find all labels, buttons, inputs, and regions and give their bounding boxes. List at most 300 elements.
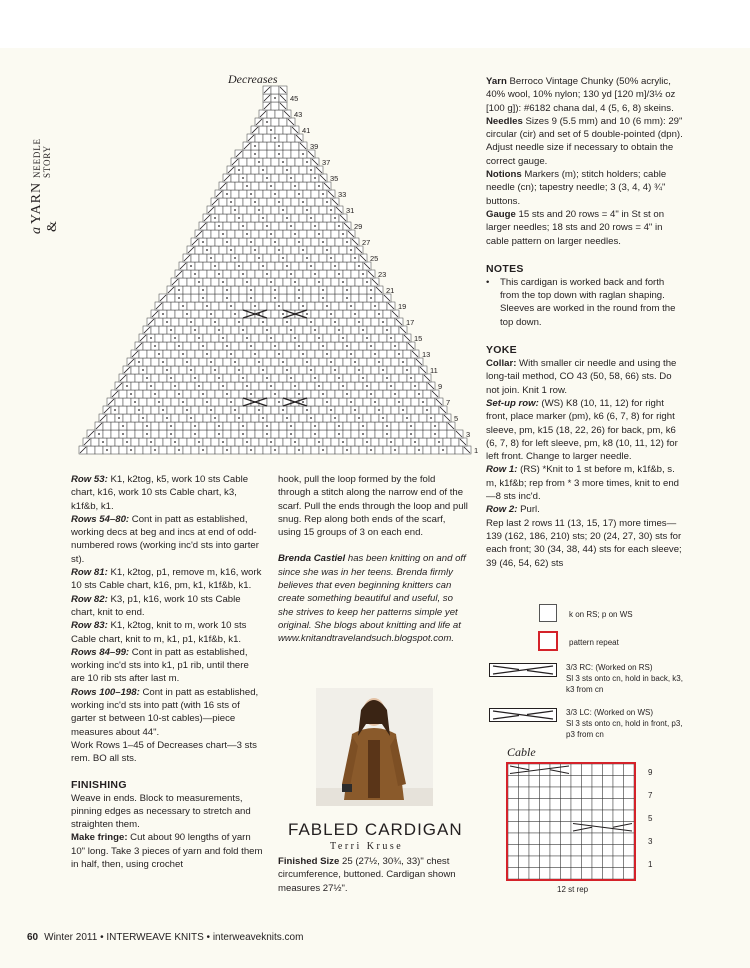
purl-dot xyxy=(170,425,172,427)
purl-dot xyxy=(374,305,376,307)
cable-cell xyxy=(529,822,540,834)
chart-cell xyxy=(291,166,299,174)
chart-cell xyxy=(255,190,263,198)
purl-dot xyxy=(266,121,268,123)
chart-cell xyxy=(315,214,323,222)
purl-dot xyxy=(150,337,152,339)
chart-cell xyxy=(275,318,283,326)
purl-dot xyxy=(398,353,400,355)
chart-cell xyxy=(143,342,151,350)
purl-dot xyxy=(218,433,220,435)
purl-dot xyxy=(266,177,268,179)
row-number: 25 xyxy=(370,254,379,263)
purl-dot xyxy=(322,193,324,195)
chart-cell xyxy=(271,310,279,318)
purl-dot xyxy=(390,385,392,387)
purl-dot xyxy=(182,401,184,403)
make-fringe: Make fringe: Cut about 90 lengths of yarn 10" long. Take 3 pieces of yarn and fold them in half, then, using crochet xyxy=(71,832,263,871)
chart-cell xyxy=(311,238,319,246)
chart-cell xyxy=(215,406,223,414)
chart-cell xyxy=(307,182,315,190)
chart-cell xyxy=(147,414,155,422)
purl-dot xyxy=(218,377,220,379)
purl-dot xyxy=(350,353,352,355)
purl-dot xyxy=(414,441,416,443)
row-number: 17 xyxy=(406,318,415,327)
purl-dot xyxy=(322,289,324,291)
chart-cell xyxy=(207,222,215,230)
chart-cell xyxy=(299,182,307,190)
purl-dot xyxy=(210,257,212,259)
chart-cell xyxy=(259,142,267,150)
cable-cell xyxy=(561,810,572,822)
chart-cell xyxy=(191,446,199,454)
chart-cell xyxy=(359,446,367,454)
chart-cell xyxy=(335,294,343,302)
chart-cell xyxy=(299,262,307,270)
chart-cell xyxy=(335,406,343,414)
purl-dot xyxy=(254,249,256,251)
chart-cell xyxy=(355,278,363,286)
purl-dot xyxy=(102,441,104,443)
chart-cell xyxy=(203,382,211,390)
cable-cell xyxy=(550,799,561,811)
cable-cell xyxy=(561,776,572,788)
chart-cell xyxy=(327,294,335,302)
purl-dot xyxy=(222,281,224,283)
purl-dot xyxy=(178,289,180,291)
purl-dot xyxy=(286,321,288,323)
chart-row xyxy=(115,382,435,390)
chart-cell xyxy=(335,310,343,318)
purl-dot xyxy=(230,305,232,307)
chart-cell xyxy=(267,414,275,422)
purl-dot xyxy=(326,353,328,355)
purl-dot xyxy=(294,441,296,443)
chart-cell xyxy=(243,150,251,158)
cable-cell xyxy=(571,787,582,799)
chart-cell xyxy=(343,270,351,278)
chart-cell xyxy=(367,326,375,334)
chart-cell xyxy=(159,326,167,334)
chart-cell xyxy=(351,422,359,430)
cable-cell xyxy=(603,799,614,811)
cable-cell xyxy=(624,868,635,880)
purl-dot xyxy=(298,297,300,299)
chart-cell xyxy=(239,238,247,246)
chart-cell xyxy=(347,334,355,342)
logo-a: a xyxy=(29,227,44,234)
chart-cell xyxy=(247,374,255,382)
purl-dot xyxy=(302,201,304,203)
cable-cell xyxy=(592,776,603,788)
purl-dot xyxy=(318,385,320,387)
purl-dot xyxy=(106,449,108,451)
purl-dot xyxy=(262,265,264,267)
chart-cell xyxy=(171,302,179,310)
chart-cell xyxy=(235,350,243,358)
chart-cell xyxy=(307,230,315,238)
chart-cell xyxy=(255,286,263,294)
chart-cell xyxy=(135,374,143,382)
chart-cell xyxy=(275,366,283,374)
purl-dot xyxy=(214,321,216,323)
purl-dot xyxy=(118,417,120,419)
purl-dot xyxy=(442,449,444,451)
chart-cell xyxy=(327,342,335,350)
purl-dot xyxy=(346,241,348,243)
chart-cell xyxy=(371,318,379,326)
chart-row xyxy=(259,110,291,118)
purl-dot xyxy=(238,169,240,171)
chart-cell xyxy=(259,382,267,390)
purl-dot xyxy=(190,369,192,371)
chart-cell xyxy=(283,302,291,310)
purl-dot xyxy=(250,345,252,347)
chart-cell xyxy=(323,318,331,326)
chart-cell xyxy=(339,366,347,374)
chart-cell xyxy=(287,406,295,414)
purl-dot xyxy=(278,401,280,403)
purl-dot xyxy=(266,425,268,427)
chart-cell xyxy=(267,214,275,222)
chart-cell xyxy=(243,414,251,422)
chart-cell xyxy=(191,286,199,294)
purl-dot xyxy=(366,281,368,283)
chart-cell xyxy=(199,374,207,382)
chart-cell xyxy=(199,422,207,430)
chart-cell xyxy=(215,294,223,302)
cable-cell xyxy=(519,845,530,857)
chart-cell xyxy=(375,374,383,382)
purl-dot xyxy=(346,449,348,451)
purl-dot xyxy=(126,441,128,443)
yarn-needle-story-logo xyxy=(14,96,60,236)
purl-dot xyxy=(214,369,216,371)
purl-dot xyxy=(242,225,244,227)
chart-cell xyxy=(259,230,267,238)
purl-dot xyxy=(222,385,224,387)
purl-dot xyxy=(322,393,324,395)
purl-dot xyxy=(322,241,324,243)
purl-dot xyxy=(214,417,216,419)
purl-dot xyxy=(194,425,196,427)
chart-cell xyxy=(303,430,311,438)
purl-dot xyxy=(238,417,240,419)
chart-cell xyxy=(223,254,231,262)
chart-cell xyxy=(163,382,171,390)
chart-cell xyxy=(359,358,367,366)
chart-cell xyxy=(243,366,251,374)
chart-cell xyxy=(231,422,239,430)
cable-cell xyxy=(582,833,593,845)
chart-cell xyxy=(383,342,391,350)
chart-cell xyxy=(123,414,131,422)
chart-cell xyxy=(239,158,247,166)
chart-cell xyxy=(259,334,267,342)
chart-cell xyxy=(287,190,295,198)
purl-dot xyxy=(318,441,320,443)
chart-cell xyxy=(375,390,383,398)
chart-cell xyxy=(279,294,287,302)
chart-cell xyxy=(251,166,259,174)
chart-cell xyxy=(323,334,331,342)
chart-cell xyxy=(295,358,303,366)
purl-dot xyxy=(386,433,388,435)
chart-cell xyxy=(231,222,239,230)
purl-dot xyxy=(358,417,360,419)
purl-dot xyxy=(254,201,256,203)
chart-cell xyxy=(331,278,339,286)
chart-cell xyxy=(395,438,403,446)
row-number: 41 xyxy=(302,126,311,135)
purl-dot xyxy=(378,361,380,363)
chart-cell xyxy=(275,110,283,118)
chart-cell xyxy=(239,206,247,214)
cable-cell xyxy=(582,845,593,857)
chart-cell xyxy=(327,422,335,430)
purl-dot xyxy=(278,145,280,147)
chart-cell xyxy=(115,398,123,406)
cable-cell xyxy=(592,833,603,845)
chart-cell xyxy=(191,406,199,414)
chart-cell xyxy=(207,390,215,398)
chart-cell xyxy=(103,430,111,438)
chart-cell xyxy=(127,430,135,438)
chart-cell xyxy=(271,326,279,334)
purl-dot xyxy=(218,225,220,227)
chart-cell xyxy=(215,286,223,294)
chart-cell xyxy=(207,294,215,302)
cable-cell xyxy=(550,776,561,788)
cable-chart-title: Cable xyxy=(507,745,536,759)
purl-dot xyxy=(378,409,380,411)
chart-cell xyxy=(195,414,203,422)
purl-dot xyxy=(154,449,156,451)
chart-cell xyxy=(167,406,175,414)
chart-cell xyxy=(299,230,307,238)
chart-row xyxy=(251,126,299,134)
chart-cell xyxy=(391,326,399,334)
chart-cell xyxy=(427,398,435,406)
purl-dot xyxy=(358,369,360,371)
chart-cell xyxy=(111,430,119,438)
chart-cell xyxy=(247,222,255,230)
purl-dot xyxy=(186,409,188,411)
chart-cell xyxy=(223,326,231,334)
purl-dot xyxy=(162,409,164,411)
chart-row xyxy=(123,366,427,374)
chart-cell xyxy=(219,214,227,222)
chart-cell xyxy=(223,358,231,366)
purl-dot xyxy=(182,305,184,307)
pattern-author: Terri Kruse xyxy=(330,841,404,852)
cable-cell xyxy=(624,787,635,799)
purl-dot xyxy=(326,201,328,203)
cable-cell xyxy=(540,868,551,880)
chart-cell xyxy=(279,374,287,382)
purl-dot xyxy=(410,433,412,435)
cable-cell xyxy=(519,856,530,868)
chart-cell xyxy=(343,326,351,334)
purl-dot xyxy=(138,361,140,363)
chart-row xyxy=(111,390,439,398)
cable-cell xyxy=(582,799,593,811)
chart-cell xyxy=(171,318,179,326)
purl-dot xyxy=(226,393,228,395)
chart-cell xyxy=(363,318,371,326)
cable-cell xyxy=(582,776,593,788)
chart-cell xyxy=(219,262,227,270)
chart-cell xyxy=(143,358,151,366)
chart-cell xyxy=(339,262,347,270)
cable-rc-symbol xyxy=(489,663,557,677)
chart-cell xyxy=(443,438,451,446)
chart-cell xyxy=(339,302,347,310)
chart-cell xyxy=(283,438,291,446)
chart-cell xyxy=(211,398,219,406)
chart-cell xyxy=(355,334,363,342)
right-column xyxy=(486,75,684,570)
purl-dot xyxy=(274,97,276,99)
purl-dot xyxy=(98,433,100,435)
chart-cell xyxy=(347,438,355,446)
chart-cell xyxy=(423,446,431,454)
cable-cell xyxy=(508,799,519,811)
purl-dot xyxy=(270,337,272,339)
purl-dot xyxy=(254,305,256,307)
chart-cell xyxy=(255,134,263,142)
row-number: 23 xyxy=(378,270,387,279)
chart-cell xyxy=(327,326,335,334)
purl-dot xyxy=(214,265,216,267)
chart-cell xyxy=(447,430,455,438)
purl-dot xyxy=(138,409,140,411)
chart-cell xyxy=(227,438,235,446)
chart-cell xyxy=(135,422,143,430)
chart-cell xyxy=(291,142,299,150)
chart-cell xyxy=(275,230,283,238)
chart-cell xyxy=(387,398,395,406)
cable-cell xyxy=(540,776,551,788)
chart-cell xyxy=(183,390,191,398)
chart-row xyxy=(223,174,327,182)
chart-cell xyxy=(211,438,219,446)
yoke-heading: YOKE xyxy=(486,344,517,357)
chart-cell xyxy=(279,390,287,398)
purl-dot xyxy=(290,329,292,331)
cable-cell xyxy=(540,787,551,799)
chart-row xyxy=(175,270,375,278)
chart-cell xyxy=(367,358,375,366)
chart-cell xyxy=(363,398,371,406)
chart-cell xyxy=(307,246,315,254)
chart-cell xyxy=(275,278,283,286)
purl-dot xyxy=(302,401,304,403)
purl-dot xyxy=(322,345,324,347)
purl-dot xyxy=(430,417,432,419)
cable-cell xyxy=(624,845,635,857)
chart-cell xyxy=(199,254,207,262)
cable-cell xyxy=(582,868,593,880)
chart-cell xyxy=(299,414,307,422)
purl-dot xyxy=(302,153,304,155)
chart-row xyxy=(203,214,347,222)
chart-cell xyxy=(227,382,235,390)
yoke-row-1: Row 1: (RS) *Knit to 1 st before m, k1f&b, s. m, k1f&b; rep from * 3 more times, knit to end—8 sts inc'd. xyxy=(486,464,680,503)
purl-dot xyxy=(282,209,284,211)
purl-dot xyxy=(194,329,196,331)
chart-cell xyxy=(315,302,323,310)
chart-cell xyxy=(395,366,403,374)
chart-cell xyxy=(363,414,371,422)
purl-dot xyxy=(122,425,124,427)
chart-row xyxy=(151,310,399,318)
purl-dot xyxy=(290,273,292,275)
chart-row xyxy=(247,134,303,142)
finished-size: Finished Size 25 (27½, 30¾, 33)" chest circumference, buttoned. Cardigan shown measures 27½". xyxy=(278,856,456,894)
chart-cell xyxy=(263,446,271,454)
cable-rc-key: 3/3 RC: (Worked on RS) Sl 3 sts onto cn, hold in back, k3, k3 from cn xyxy=(566,663,683,694)
purl-dot xyxy=(306,313,308,315)
chart-cell xyxy=(383,446,391,454)
purl-dot xyxy=(306,257,308,259)
chart-cell xyxy=(255,270,263,278)
cable-cell xyxy=(571,810,582,822)
chart-cell xyxy=(243,198,251,206)
cable-cell xyxy=(571,856,582,868)
chart-cell xyxy=(275,262,283,270)
chart-cell xyxy=(343,254,351,262)
chart-cell xyxy=(407,358,415,366)
chart-cell xyxy=(207,286,215,294)
cable-cell xyxy=(508,833,519,845)
cable-cell xyxy=(529,868,540,880)
purl-dot xyxy=(194,377,196,379)
purl-dot xyxy=(338,225,340,227)
purl-dot xyxy=(254,145,256,147)
purl-dot xyxy=(270,385,272,387)
purl-dot xyxy=(298,241,300,243)
chart-cell xyxy=(339,318,347,326)
purl-dot xyxy=(322,449,324,451)
chart-cell xyxy=(331,382,339,390)
cable-cell xyxy=(582,856,593,868)
chart-cell xyxy=(175,430,183,438)
chart-cell xyxy=(243,246,251,254)
chart-cell xyxy=(291,318,299,326)
chart-cell xyxy=(191,390,199,398)
chart-cell xyxy=(175,326,183,334)
chart-row xyxy=(87,430,463,438)
chart-row xyxy=(179,262,371,270)
chart-cell xyxy=(243,166,251,174)
fringe-continued: hook, pull the loop formed by the fold through a stitch along the narrow end of the scarf. Pull the ends through the loop and pull snug. Rep along both ends of the scarf, using 15 groups of 3 on each end. xyxy=(278,474,468,539)
cable-cell xyxy=(540,845,551,857)
chart-cell xyxy=(399,374,407,382)
row-number: 7 xyxy=(446,398,451,407)
cable-cell xyxy=(571,845,582,857)
chart-cell xyxy=(223,406,231,414)
chart-cell xyxy=(279,270,287,278)
chart-cell xyxy=(215,238,223,246)
chart-cell xyxy=(271,422,279,430)
chart-cell xyxy=(295,222,303,230)
chart-cell xyxy=(279,174,287,182)
chart-cell xyxy=(323,214,331,222)
chart-cell xyxy=(87,446,95,454)
chart-row xyxy=(107,398,443,406)
